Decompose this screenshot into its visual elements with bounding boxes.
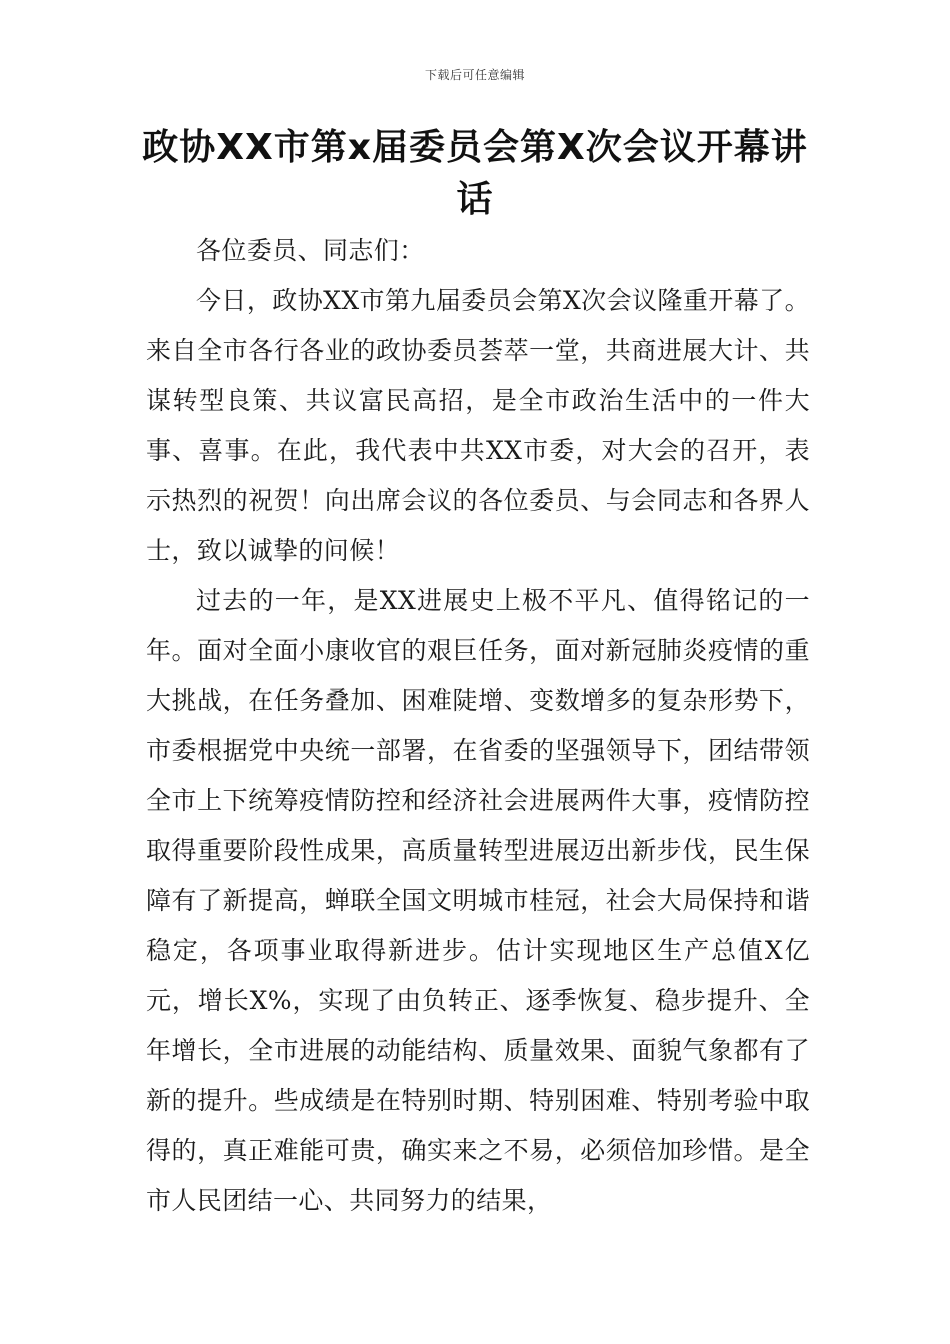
document-body — [146, 226, 810, 1226]
body-paragraph: 过去的一年，是XX进展史上极不平凡、值得铭记的一年。面对全面小康收官的艰巨任务，面对新冠肺炎疫情的重大挑战，在任务叠加、困难陡增、变数增多的复杂形势下，市委根据党中央统一部署，在省委的坚强领导下，团结带领全市上下统筹疫情防控和经济社会进展两件大事，疫情防控取得重要阶段性成果，高质量转型进展迈出新步伐，民生保障有了新提高，蝉联全国文明城市桂冠，社会大局保持和谐稳定，各项事业取得新进步。估计实现地区生产总值X亿元，增长X%，实现了由负转正、逐季恢复、稳步提升、全年增长，全市进展的动能结构、质量效果、面貌气象都有了新的提升。些成绩是在特别时期、特别困难、特别考验中取得的，真正难能可贵，确实来之不易，必须倍加珍惜。是全市人民团结一心、共同努力的结果， — [146, 586, 810, 1215]
header-note: 下载后可任意编辑 — [424, 68, 525, 82]
body-paragraph: 今日，政协XX市第九届委员会第X次会议隆重开幕了。来自全市各行各业的政协委员荟萃一堂，共商进展大计、共谋转型良策、共议富民高招，是全市政治生活中的一件大事、喜事。在此，我代表中共XX市委，对大会的召开，表示热烈的祝贺！向出席会议的各位委员、与会同志和各界人士，致以诚挚的问候！ — [146, 286, 810, 565]
document-title: 政协XX市第x届委员会第X次会议开幕讲话 — [142, 127, 808, 220]
salutation-paragraph: 各位委员、同志们： — [196, 236, 425, 265]
